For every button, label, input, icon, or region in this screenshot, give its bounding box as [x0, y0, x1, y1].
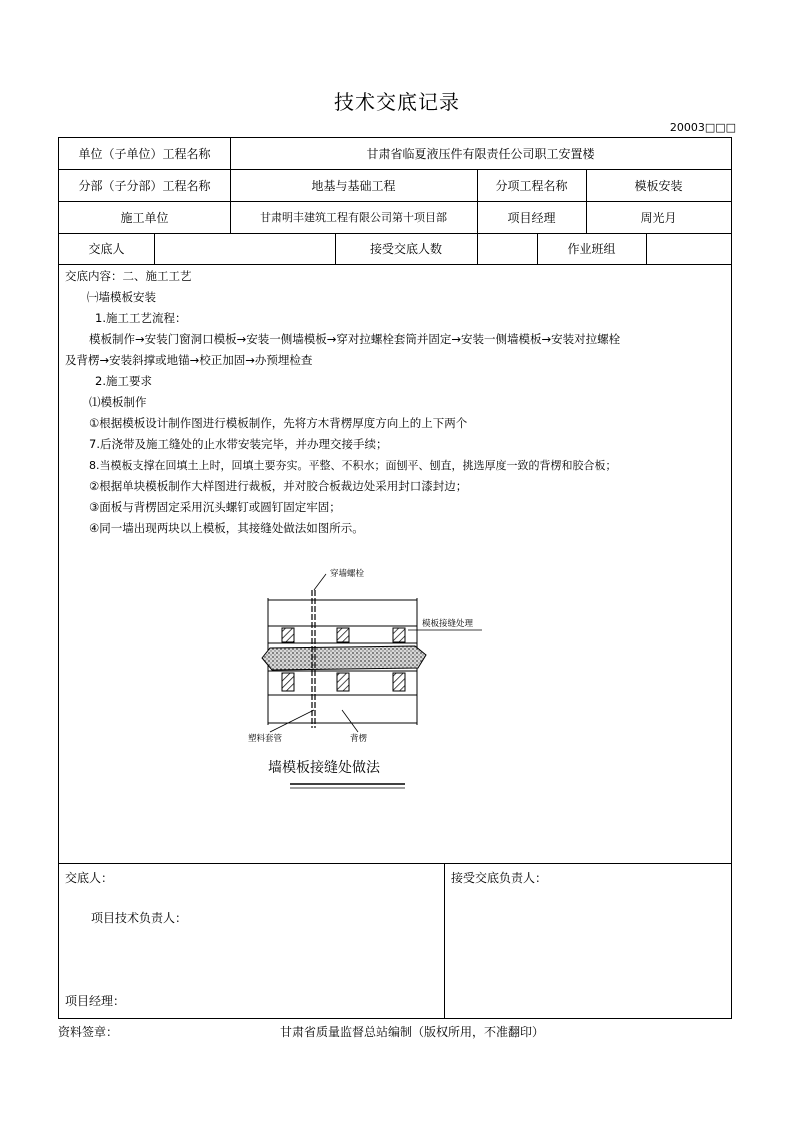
label-batten: 背楞	[350, 734, 368, 744]
content-line: 8.当模板支撑在回填土上时，回填土要夯实。平整、不积水；面刨平、刨直，挑选厚度一致的背楞和胶合板；	[89, 459, 617, 472]
batten-upper-row	[282, 628, 405, 642]
document-number: 20003□□□	[669, 121, 736, 134]
discloser-label: 交底人	[88, 242, 125, 256]
content-line: ②根据单块模板制作大样图进行裁板，并对胶合板裁边处采用封口漆封边；	[89, 479, 468, 493]
content-line: ⑴模板制作	[89, 395, 147, 409]
drawing-caption: 墙模板接缝处做法	[268, 760, 380, 776]
project-name-label: 单位（子单位）工程名称	[78, 147, 211, 161]
division-label: 分部（子分部）工程名称	[78, 178, 211, 193]
division-value: 地基与基础工程	[311, 178, 396, 193]
content-line: 7.后浇带及施工缝处的止水带安装完毕，并办理交接手续；	[89, 437, 388, 451]
subitem-value: 模板安装	[634, 178, 683, 193]
label-joint-treatment: 模板接缝处理	[422, 619, 474, 629]
row-divider	[59, 863, 731, 864]
project-name-value: 甘肃省临夏液压件有限责任公司职工安置楼	[366, 147, 595, 161]
sign-discloser-label: 交底人：	[65, 871, 114, 885]
subitem-label: 分项工程名称	[495, 178, 568, 193]
column-divider	[154, 233, 155, 264]
label-wall-bolt: 穿墙螺栓	[330, 569, 365, 579]
receivers-count-label: 接受交底人数	[369, 242, 442, 256]
row-divider	[59, 264, 731, 265]
content-heading: 交底内容：二、施工工艺	[65, 269, 192, 283]
builder-label: 施工单位	[120, 210, 169, 225]
builder-value: 甘肃明丰建筑工程有限公司第十项目部	[260, 211, 447, 224]
column-divider	[646, 233, 647, 264]
content-line: ㈠墙模板安装	[87, 290, 156, 304]
content-line: 2.施工要求	[95, 374, 152, 388]
manager-value: 周光月	[640, 210, 677, 225]
wall-concrete-section	[262, 646, 426, 670]
sign-receiver-lead-label: 接受交底负责人：	[451, 871, 548, 885]
content-line: ①根据模板设计制作图进行模板制作，先将方木背楞厚度方向上的上下两个	[89, 416, 468, 430]
content-line: 模板制作→安装门窗洞口模板→安装一侧墙模板→穿对拉螺栓套筒并固定→安装一侧墙模板→安装对拉螺栓	[89, 332, 621, 346]
sign-tech-lead-label: 项目技术负责人：	[91, 911, 188, 925]
batten-lower-row	[282, 673, 405, 691]
joint-detail-drawing	[240, 560, 490, 800]
footer-seal-label: 资料签章：	[58, 1025, 119, 1039]
column-divider	[477, 233, 478, 264]
content-line: 及背楞→安装斜撑或地锚→校正加固→办预埋检查	[65, 353, 313, 367]
work-team-label: 作业班组	[567, 242, 616, 256]
column-divider	[444, 863, 445, 1019]
content-line: 1.施工工艺流程：	[95, 311, 187, 325]
sign-manager-label: 项目经理：	[65, 994, 126, 1008]
footer-publisher-note: 甘肃省质量监督总站编制（版权所用，不准翻印）	[280, 1025, 545, 1039]
document-title: 技术交底记录	[334, 90, 460, 114]
content-line: ③面板与背楞固定采用沉头螺钉或圆钉固定牢固；	[89, 500, 341, 514]
label-plastic-sleeve: 塑料套管	[248, 734, 283, 744]
content-line: ④同一墙出现两块以上模板，其接缝处做法如图所示。	[89, 521, 364, 535]
manager-label: 项目经理	[507, 210, 556, 225]
